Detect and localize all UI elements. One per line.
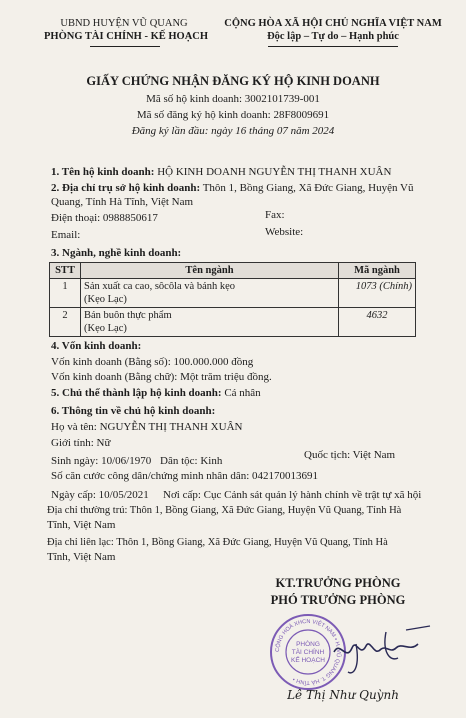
header-left-rule bbox=[90, 46, 160, 47]
capital-words: Vốn kinh doanh (Bằng chữ): Một trăm triệu đồng. bbox=[51, 371, 272, 383]
section-business-lines-label: 3. Ngành, nghề kinh doanh: bbox=[51, 247, 182, 259]
department-name: PHÒNG TÀI CHÍNH - KẾ HOẠCH bbox=[44, 31, 209, 42]
column-header-ma-nganh: Mã ngành bbox=[339, 263, 416, 279]
ten-nganh-note: (Kẹo Lạc) bbox=[84, 294, 127, 305]
handwritten-signature bbox=[326, 622, 436, 682]
document-title: GIẤY CHỨNG NHẬN ĐĂNG KÝ HỘ KINH DOANH bbox=[86, 74, 380, 88]
signer-name: Lê Thị Như Quỳnh bbox=[287, 688, 399, 702]
signer-title-2: PHÓ TRƯỞNG PHÒNG bbox=[270, 593, 406, 607]
cell-ten-nganh bbox=[81, 308, 339, 337]
column-header-stt: STT bbox=[50, 263, 81, 279]
stamp-ring-text: CỘNG HOÀ XHCN VIỆT NAM • H. VŨ QUANG T. HÀ TĨNH • bbox=[274, 618, 342, 686]
ten-nganh-line: Sản xuất ca cao, sôcôla và bánh kẹo bbox=[84, 281, 236, 292]
national-motto: Độc lập – Tự do – Hạnh phúc bbox=[267, 31, 399, 42]
owner-gender: Giới tính: Nữ bbox=[51, 437, 111, 449]
owner-id-number: Số căn cước công dân/chứng minh nhân dân: 042170013691 bbox=[51, 470, 319, 482]
first-registration-date: Đăng ký lần đầu: ngày 16 tháng 07 năm 2024 bbox=[131, 125, 335, 137]
owner-nationality: Quốc tịch: Việt Nam bbox=[304, 449, 396, 461]
column-header-ten-nganh: Tên ngành bbox=[81, 263, 339, 279]
owner-birth-date: Sinh ngày: 10/06/1970 bbox=[51, 455, 152, 467]
agency-name: UBND HUYỆN VŨ QUANG bbox=[60, 18, 188, 29]
owner-contact-address-line-2: Tĩnh, Việt Nam bbox=[47, 551, 116, 563]
cell-ma-nganh: 4632 bbox=[339, 308, 416, 337]
cell-ten-nganh bbox=[81, 279, 339, 308]
section-address bbox=[51, 182, 413, 194]
cell-ma-nganh: 1073 (Chính) bbox=[339, 279, 416, 308]
section-business-name bbox=[51, 166, 391, 178]
business-name-value: HỘ KINH DOANH NGUYỄN THỊ THANH XUÂN bbox=[157, 166, 392, 178]
ten-nganh-note: (Kẹo Lạc) bbox=[84, 323, 127, 334]
cell-stt: 2 bbox=[50, 308, 81, 337]
section-label: 5. Chủ thể thành lập hộ kinh doanh: bbox=[51, 387, 222, 399]
section-label: 1. Tên hộ kinh doanh: bbox=[51, 166, 155, 178]
capital-number: Vốn kinh doanh (Bằng số): 100.000.000 đồng bbox=[51, 356, 254, 368]
phone: Điện thoại: 0988850617 bbox=[51, 212, 158, 224]
founder-type-value: Cá nhân bbox=[224, 387, 261, 399]
registration-code: Mã số đăng ký hộ kinh doanh: 28F8009691 bbox=[136, 109, 330, 121]
business-code: Mã số hộ kinh doanh: 3002101739-001 bbox=[146, 93, 320, 105]
cell-stt: 1 bbox=[50, 279, 81, 308]
email: Email: bbox=[51, 229, 81, 241]
table-header-row bbox=[50, 263, 416, 279]
website: Website: bbox=[265, 226, 304, 238]
national-title: CỘNG HÒA XÃ HỘI CHỦ NGHĨA VIỆT NAM bbox=[224, 18, 442, 29]
table-row bbox=[50, 308, 416, 337]
section-label: 2. Địa chỉ trụ sở hộ kinh doanh: bbox=[51, 182, 201, 194]
stamp-inner-line-3: KẾ HOẠCH bbox=[291, 657, 325, 664]
business-lines-table bbox=[49, 262, 416, 337]
ten-nganh-line: Bán buôn thực phẩm bbox=[84, 310, 172, 321]
owner-contact-address-line-1: Địa chỉ liên lạc: Thôn 1, Bồng Giang, Xã Đức Giang, Huyện Vũ Quang, Tỉnh Hà bbox=[47, 537, 388, 548]
owner-ethnicity: Dân tộc: Kinh bbox=[160, 455, 223, 467]
signer-title-1: KT.TRƯỞNG PHÒNG bbox=[275, 576, 401, 590]
header-right-rule bbox=[268, 46, 398, 47]
owner-permanent-address-line-2: Tĩnh, Việt Nam bbox=[47, 519, 116, 531]
owner-full-name: Họ và tên: NGUYỄN THỊ THANH XUÂN bbox=[51, 421, 243, 433]
table-row bbox=[50, 279, 416, 308]
section-owner-label: 6. Thông tin về chủ hộ kinh doanh: bbox=[51, 405, 216, 417]
owner-id-issue-place: Nơi cấp: Cục Cảnh sát quản lý hành chính về trật tự xã hội bbox=[163, 489, 422, 501]
address-line-2: Quang, Tỉnh Hà Tĩnh, Việt Nam bbox=[51, 196, 194, 208]
section-capital-label: 4. Vốn kinh doanh: bbox=[51, 340, 142, 352]
address-line-1: Thôn 1, Bồng Giang, Xã Đức Giang, Huyện Vũ bbox=[202, 182, 414, 194]
stamp-inner-line-1: PHÒNG bbox=[296, 641, 320, 648]
owner-id-issue-date: Ngày cấp: 10/05/2021 bbox=[51, 489, 149, 501]
fax: Fax: bbox=[265, 209, 285, 221]
stamp-inner-line-2: TÀI CHÍNH bbox=[291, 649, 325, 656]
owner-permanent-address-line-1: Địa chỉ thường trú: Thôn 1, Bồng Giang, Xã Đức Giang, Huyện Vũ Quang, Tỉnh Hà bbox=[47, 505, 402, 516]
section-founder-type bbox=[51, 387, 261, 399]
